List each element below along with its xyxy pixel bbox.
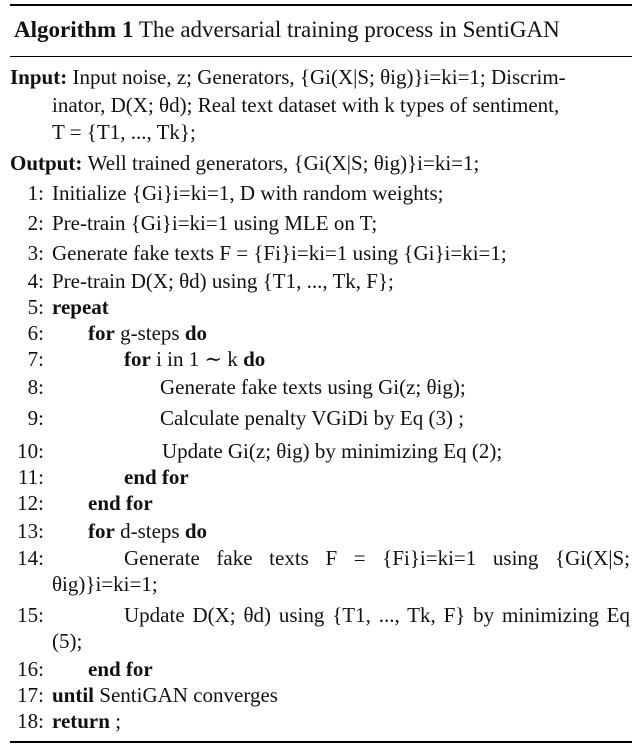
step-keyword: return (52, 709, 110, 733)
step-number: 11: (17, 465, 44, 489)
step-keyword: end for (88, 657, 153, 681)
input-text-1: Input: Input noise, z; Generators, {Gi(X|S; θig)}i=ki=1; Discrim- (10, 65, 566, 89)
algorithm-label: Algorithm 1 (14, 17, 134, 42)
step-number: 6: (27, 321, 44, 345)
step-number: 8: (27, 375, 44, 399)
title-rule (10, 56, 632, 57)
input-text-2: inator, D(X; θd); Real text dataset with k types of sentiment, (52, 93, 560, 117)
step-keyword: end for (88, 491, 153, 515)
step-text: Generate fake texts F = {Fi}i=ki=1 using {Gi}i=ki=1; (52, 241, 507, 265)
output-label: Output: (10, 151, 88, 175)
step-keyword: for (124, 347, 151, 371)
bottom-rule (10, 741, 632, 743)
input-text-3: T = {T1, ..., Tk}; (52, 120, 196, 144)
step-text: d-steps (120, 519, 180, 543)
step-text: ; (115, 709, 122, 733)
step-text: Calculate penalty VGiDi by Eq (3) ; (160, 406, 465, 430)
step-keyword-do: do (184, 321, 208, 345)
top-rule (10, 4, 632, 6)
input-label: Input: (10, 65, 73, 89)
step-keyword: repeat (52, 295, 109, 319)
step-keyword: until (52, 683, 95, 707)
step-number: 15: (17, 603, 44, 627)
step-text: Generate fake texts F = {Fi}i=ki=1 using {Gi(X|S; θig)}i=ki=1; (52, 546, 630, 596)
algorithm-title (14, 12, 634, 48)
step-number: 1: (27, 181, 44, 205)
step-number: 9: (27, 406, 44, 430)
step-number: 10: (17, 439, 44, 463)
step-keyword: end for (124, 465, 189, 489)
step-text: Initialize {Gi}i=ki=1, D with random weights; (52, 181, 444, 205)
step-number: 2: (27, 211, 44, 235)
step-keyword: for (88, 519, 115, 543)
step-text: Pre-train D(X; θd) using {T1, ..., Tk, F}; (52, 269, 394, 293)
step-keyword-do: do (184, 519, 208, 543)
step-14 (0, 545, 643, 601)
step-number: 13: (17, 519, 44, 543)
step-number: 17: (17, 683, 44, 707)
step-text: Generate fake texts using Gi(z; θig); (160, 375, 466, 399)
output-text: Output: Well trained generators, {Gi(X|S; θig)}i=ki=1; (10, 151, 480, 175)
algorithm-caption: The adversarial training process in SentiGAN (138, 17, 560, 42)
step-number: 3: (27, 241, 44, 265)
step-keyword-do: do (243, 347, 266, 371)
step-number: 7: (27, 347, 44, 371)
step-number: 16: (17, 657, 44, 681)
step-number: 4: (27, 269, 44, 293)
step-text: SentiGAN converges (99, 683, 278, 707)
step-text: g-steps (120, 321, 180, 345)
step-number: 12: (17, 491, 44, 515)
step-number: 14: (17, 546, 44, 570)
step-text: Pre-train {Gi}i=ki=1 using MLE on T; (52, 211, 378, 235)
step-number: 18: (17, 709, 44, 733)
step-15 (0, 602, 643, 658)
step-text: i in 1 ∼ k (156, 347, 238, 371)
step-text: Update D(X; θd) using {T1, ..., Tk, F} by minimizing Eq (5); (52, 603, 630, 653)
step-text: Update Gi(z; θig) by minimizing Eq (2); (162, 439, 503, 463)
step-number: 5: (27, 295, 44, 319)
step-keyword: for (88, 321, 115, 345)
